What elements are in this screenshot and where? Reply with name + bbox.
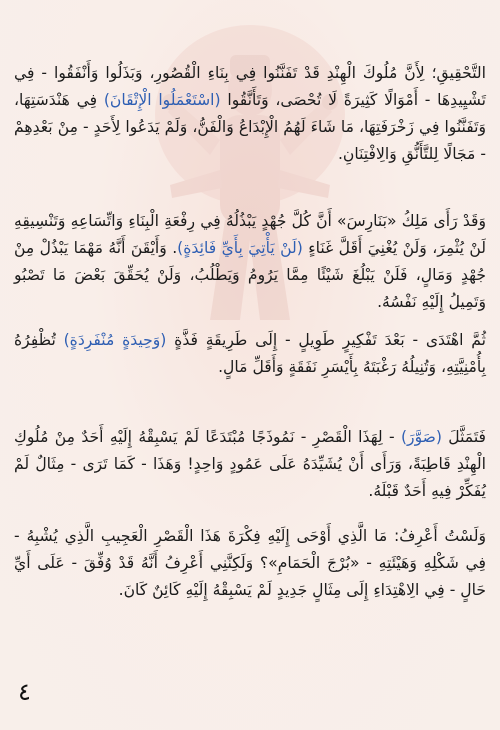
paragraph-text: وَلَسْتُ أَعْرِفُ: مَا الَّذِي أَوْحَى إِلَيْهِ فِكْرَةَ هَذَا الْقَصْرِ الْعَجِيبِ الَّذِي يُشْبِهُ - فِي شَكْلِهِ وَهَيْئَتِهِ - «بُرْجَ الْحَمَامِ»؟ وَلَكِنَّنِي أَعْرِفُ أَنَّهُ قَدْ وُفِّقَ - عَلَى أَيِّ حَالٍ - فِي الِاهْتِدَاءِ إِلَى مِثَالٍ جَدِيدٍ لَمْ يَسْبِقْهُ إِلَيْهِ كَائِنٌ كَانَ. (14, 527, 486, 599)
gloss-highlight: (اسْتَعْمَلُوا الْإِتْقَانَ) (103, 91, 221, 109)
paragraph-text: تُظْفِرُهُ بِأُمْنِيَّتِهِ، وَتُنِيلُهُ رَغْبَتَهُ بِأَيْسَرِ نَفَقَةٍ وَأَقَلِّ مَالٍ. (14, 331, 486, 376)
paragraph-4 (14, 424, 486, 505)
paragraph-text: التَّحْقِيقِ؛ لِأَنَّ مُلُوكَ الْهِنْدِ قَدْ تَفَنَّنُوا فِي بِنَاءِ الْقُصُورِ، وَبَذَلُوا وَأَنْفَقُوا - فِي تَشْيِيدِهَا - أَمْوَالًا كَثِيرَةً لَا تُحْصَى، وَتَأَنَّقُوا (14, 64, 486, 109)
paragraph-3 (14, 327, 486, 381)
paragraph-text: . وَأَيْقَنَ أَنَّهُ مَهْمَا يَبْذُلْ مِنْ جُهْدٍ وَمَالٍ، فَلَنْ يَبْلُغَ شَيْئًا مِمَّا يَرُومُ وَيَطْلُبُ، وَلَنْ يُحَقِّقَ بَعْضَ مَا تَصْبُو وَتَمِيلُ إِلَيْهِ نَفْسُهُ. (14, 239, 486, 311)
paragraph-text: فِي هَنْدَسَتِهَا، وَتَفَنَّنُوا فِي زَخْرَفَتِهَا، مَا شَاءَ لَهُمُ الْإِبْدَاعُ وَالْفَنُّ، وَلَمْ يَدَعُوا لِأَحَدٍ - مِنْ بَعْدِهِمْ - مَجَالًا لِلتَّأَنُّقِ وَالِافْتِنَانِ. (14, 91, 486, 163)
gloss-highlight: (لَنْ يَأْتِيَ بِأَيِّ فَائِدَةٍ) (177, 239, 303, 257)
paragraph-text: وَقَدْ رَأَى مَلِكُ «بَنَارِسَ» أَنَّ كُلَّ جُهْدٍ يَبْذُلُهُ فِي رِفْعَةِ الْبِنَاءِ وَاتِّسَاعِهِ وَتَنْسِيقِهِ لَنْ يُثْمِرَ، وَلَنْ يُغْنِيَ أَقَلَّ غَنَاءٍ (14, 212, 486, 257)
paragraph-text: ثُمَّ اهْتَدَى - بَعْدَ تَفْكِيرٍ طَوِيلٍ - إِلَى طَرِيقَةٍ فَذَّةٍ (166, 331, 486, 349)
paragraph-1 (14, 60, 486, 168)
paragraph-text: فَتَمَثَّلَ (441, 428, 486, 446)
page-number: ٤ (18, 678, 31, 706)
paragraph-2 (14, 208, 486, 316)
gloss-highlight: (وَحِيدَةٍ مُنْفَرِدَةٍ) (63, 331, 167, 349)
gloss-highlight: (صَوَّرَ) (400, 428, 442, 446)
paragraph-5 (14, 523, 486, 604)
paragraph-text: - لِهَذَا الْقَصْرِ - نَمُوذَجًا مُبْتَدَعًا لَمْ يَسْبِقْهُ إِلَيْهِ أَحَدٌ مِنْ مُلُوكِ الْهِنْدِ قَاطِبَةً، وَرَأَى أَنْ يُشَيِّدَهُ عَلَى عَمُودٍ وَاحِدٍ! وَهَذَا - كَمَا تَرَى - مِثَالٌ لَمْ يُفَكِّرْ فِيهِ أَحَدٌ قَبْلَهُ. (14, 428, 486, 500)
